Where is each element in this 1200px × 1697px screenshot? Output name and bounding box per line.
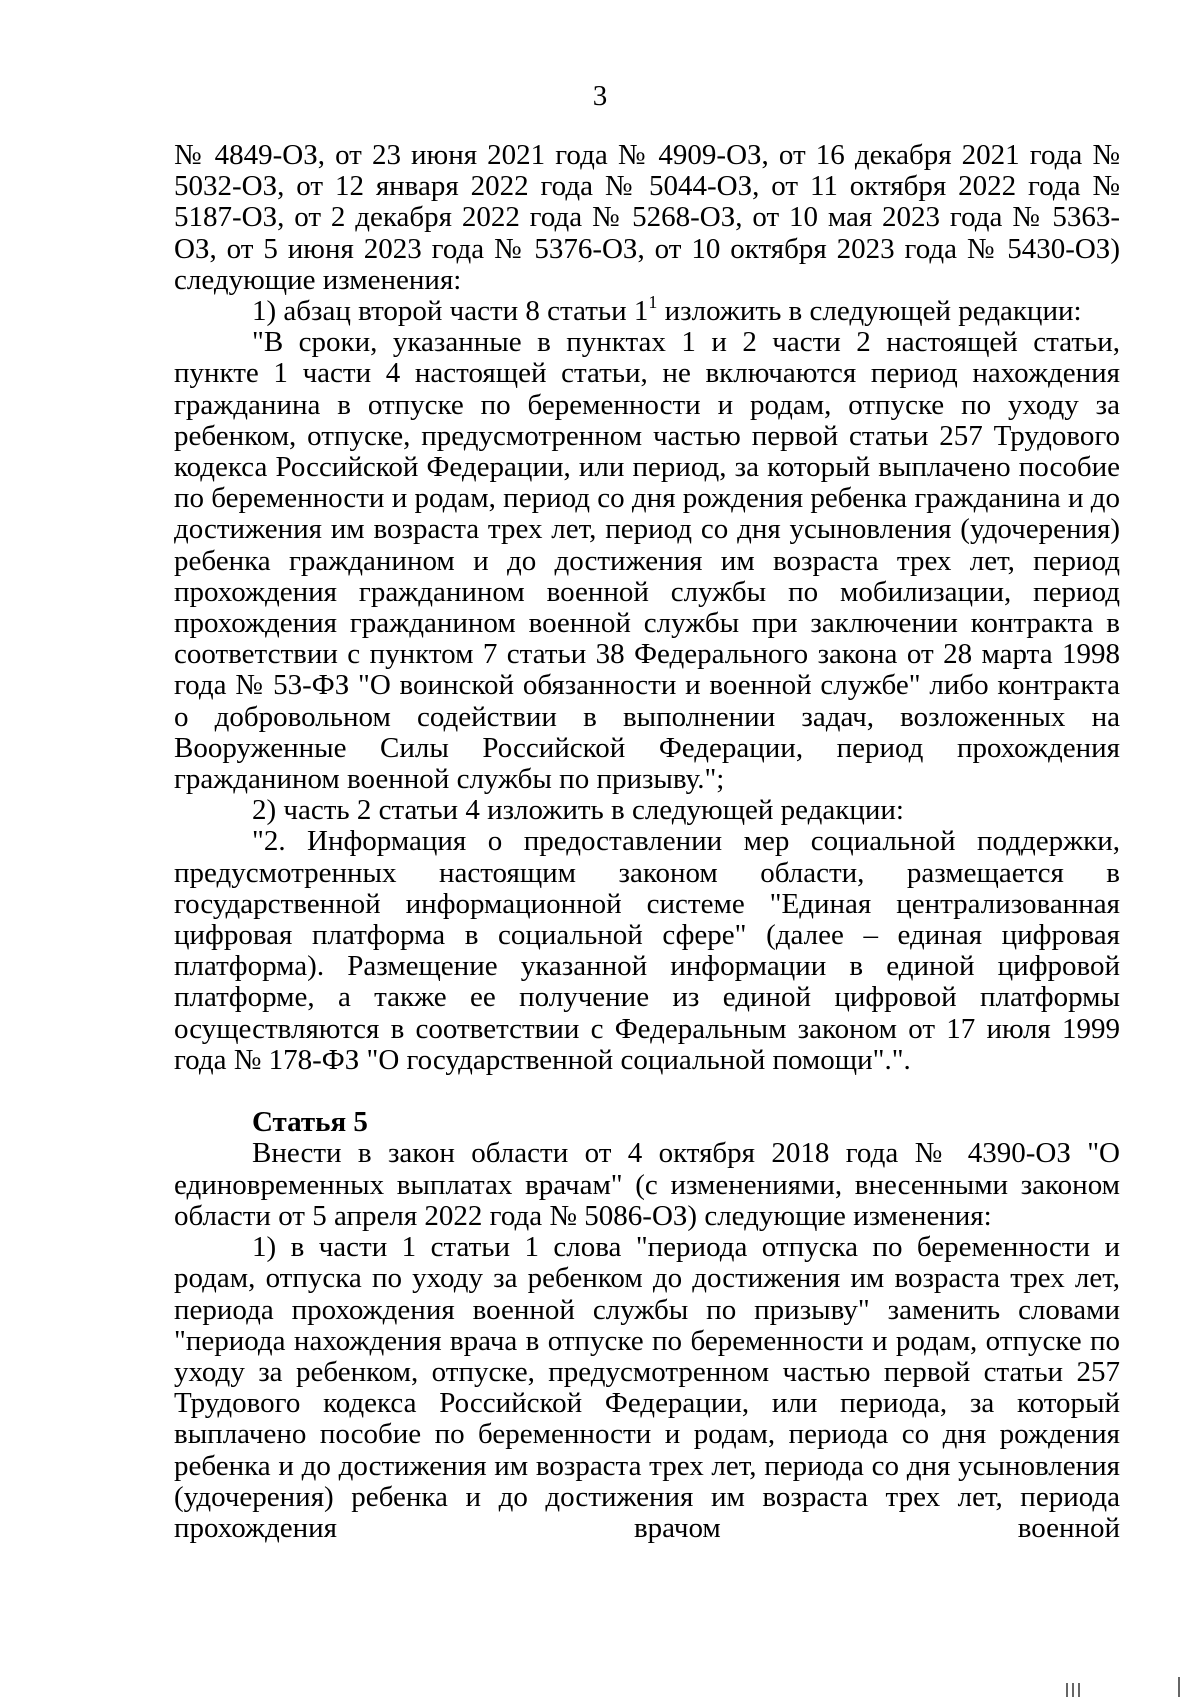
article-heading: Статья 5 bbox=[252, 1106, 368, 1139]
paragraph-item-1 bbox=[174, 292, 1120, 328]
blank-line bbox=[174, 1076, 1120, 1107]
item-1-superscript: 1 bbox=[648, 292, 658, 313]
paragraph-amendments-list: № 4849-ОЗ, от 23 июня 2021 года № 4909-ОЗ, от 16 декабря 2021 года № 5032-ОЗ, от 12 января 2022 года № 5044-ОЗ, от 11 октября 2022 года № 5187-ОЗ, от 2 декабря 2022 года № 5268-ОЗ, от 10 мая 2023 года № 5363-ОЗ, от 5 июня 2023 года № 5376-ОЗ, от 10 октября 2023 года № 5430-ОЗ) следующие изменения: bbox=[174, 139, 1120, 296]
paragraph-new-wording-1: "В сроки, указанные в пунктах 1 и 2 части 2 настоящей статьи, пункте 1 части 4 настоящей статьи, не включаются период нахождения гражданина в отпуске по беременности и родам, отпуске по уходу за ребенком, отпуске, предусмотренном частью первой статьи 257 Трудового кодекса Российской Федерации, или период, за который выплачено пособие по беременности и родам, период со дня рождения ребенка гражданина и до достижения им возраста трех лет, период со дня усыновления (удочерения) ребенка гражданином и до достижения им возраста трех лет, период прохождения гражданином военной службы по мобилизации, период прохождения гражданином военной службы при заключении контракта в соответствии с пунктом 7 статьи 38 Федерального закона от 28 марта 1998 года № 53-ФЗ "О воинской обязанности и военной службе" либо контракта о добровольном содействии в выполнении задач, возложенных на Вооруженные Силы Российской Федерации, период прохождения гражданином военной службы по призыву."; bbox=[174, 326, 1120, 796]
item-1-text-after: изложить в следующей редакции: bbox=[657, 295, 1082, 328]
paragraph-article-5-item-1: 1) в части 1 статьи 1 слова "периода отпуска по беременности и родам, отпуска по уходу за ребенком до достижения им возраста трех лет, периода прохождения военной службы по призыву" заменить словами "периода нахождения врача в отпуске по беременности и родам, отпуске по уходу за ребенком, отпуске, предусмотренном частью первой статьи 257 Трудового кодекса Российской Федерации, или периода, за который выплачено пособие по беременности и родам, периода со дня рождения ребенка и до достижения им возраста трех лет, периода со дня усыновления (удочерения) ребенка и до достижения им возраста трех лет, периода прохождения врачом военной bbox=[174, 1231, 1120, 1544]
document-body-top bbox=[174, 140, 1120, 1544]
item-1-text-before: 1) абзац второй части 8 статьи 1 bbox=[252, 295, 649, 328]
page-number: 3 bbox=[592, 80, 608, 112]
paragraph-item-2: 2) часть 2 статьи 4 изложить в следующей редакции: bbox=[252, 794, 904, 827]
scan-edge-marks bbox=[1066, 1670, 1186, 1697]
paragraph-new-wording-2: "2. Информация о предоставлении мер социальной поддержки, предусмотренных настоящим законом области, размещается в государственной информационной системе "Единая централизованная цифровая платформа в социальной сфере" (далее – единая цифровая платформа). Размещение указанной информации в единой цифровой платформе, а также ее получение из единой цифровой платформы осуществляются в соответствии с Федеральным законом от 17 июля 1999 года № 178-ФЗ "О государственной социальной помощи".". bbox=[174, 825, 1120, 1076]
paragraph-article-5-intro: Внести в закон области от 4 октября 2018 года № 4390-ОЗ "О единовременных выплатах врачам" (с изменениями, внесенными законом области от 5 апреля 2022 года № 5086-ОЗ) следующие изменения: bbox=[174, 1137, 1120, 1232]
